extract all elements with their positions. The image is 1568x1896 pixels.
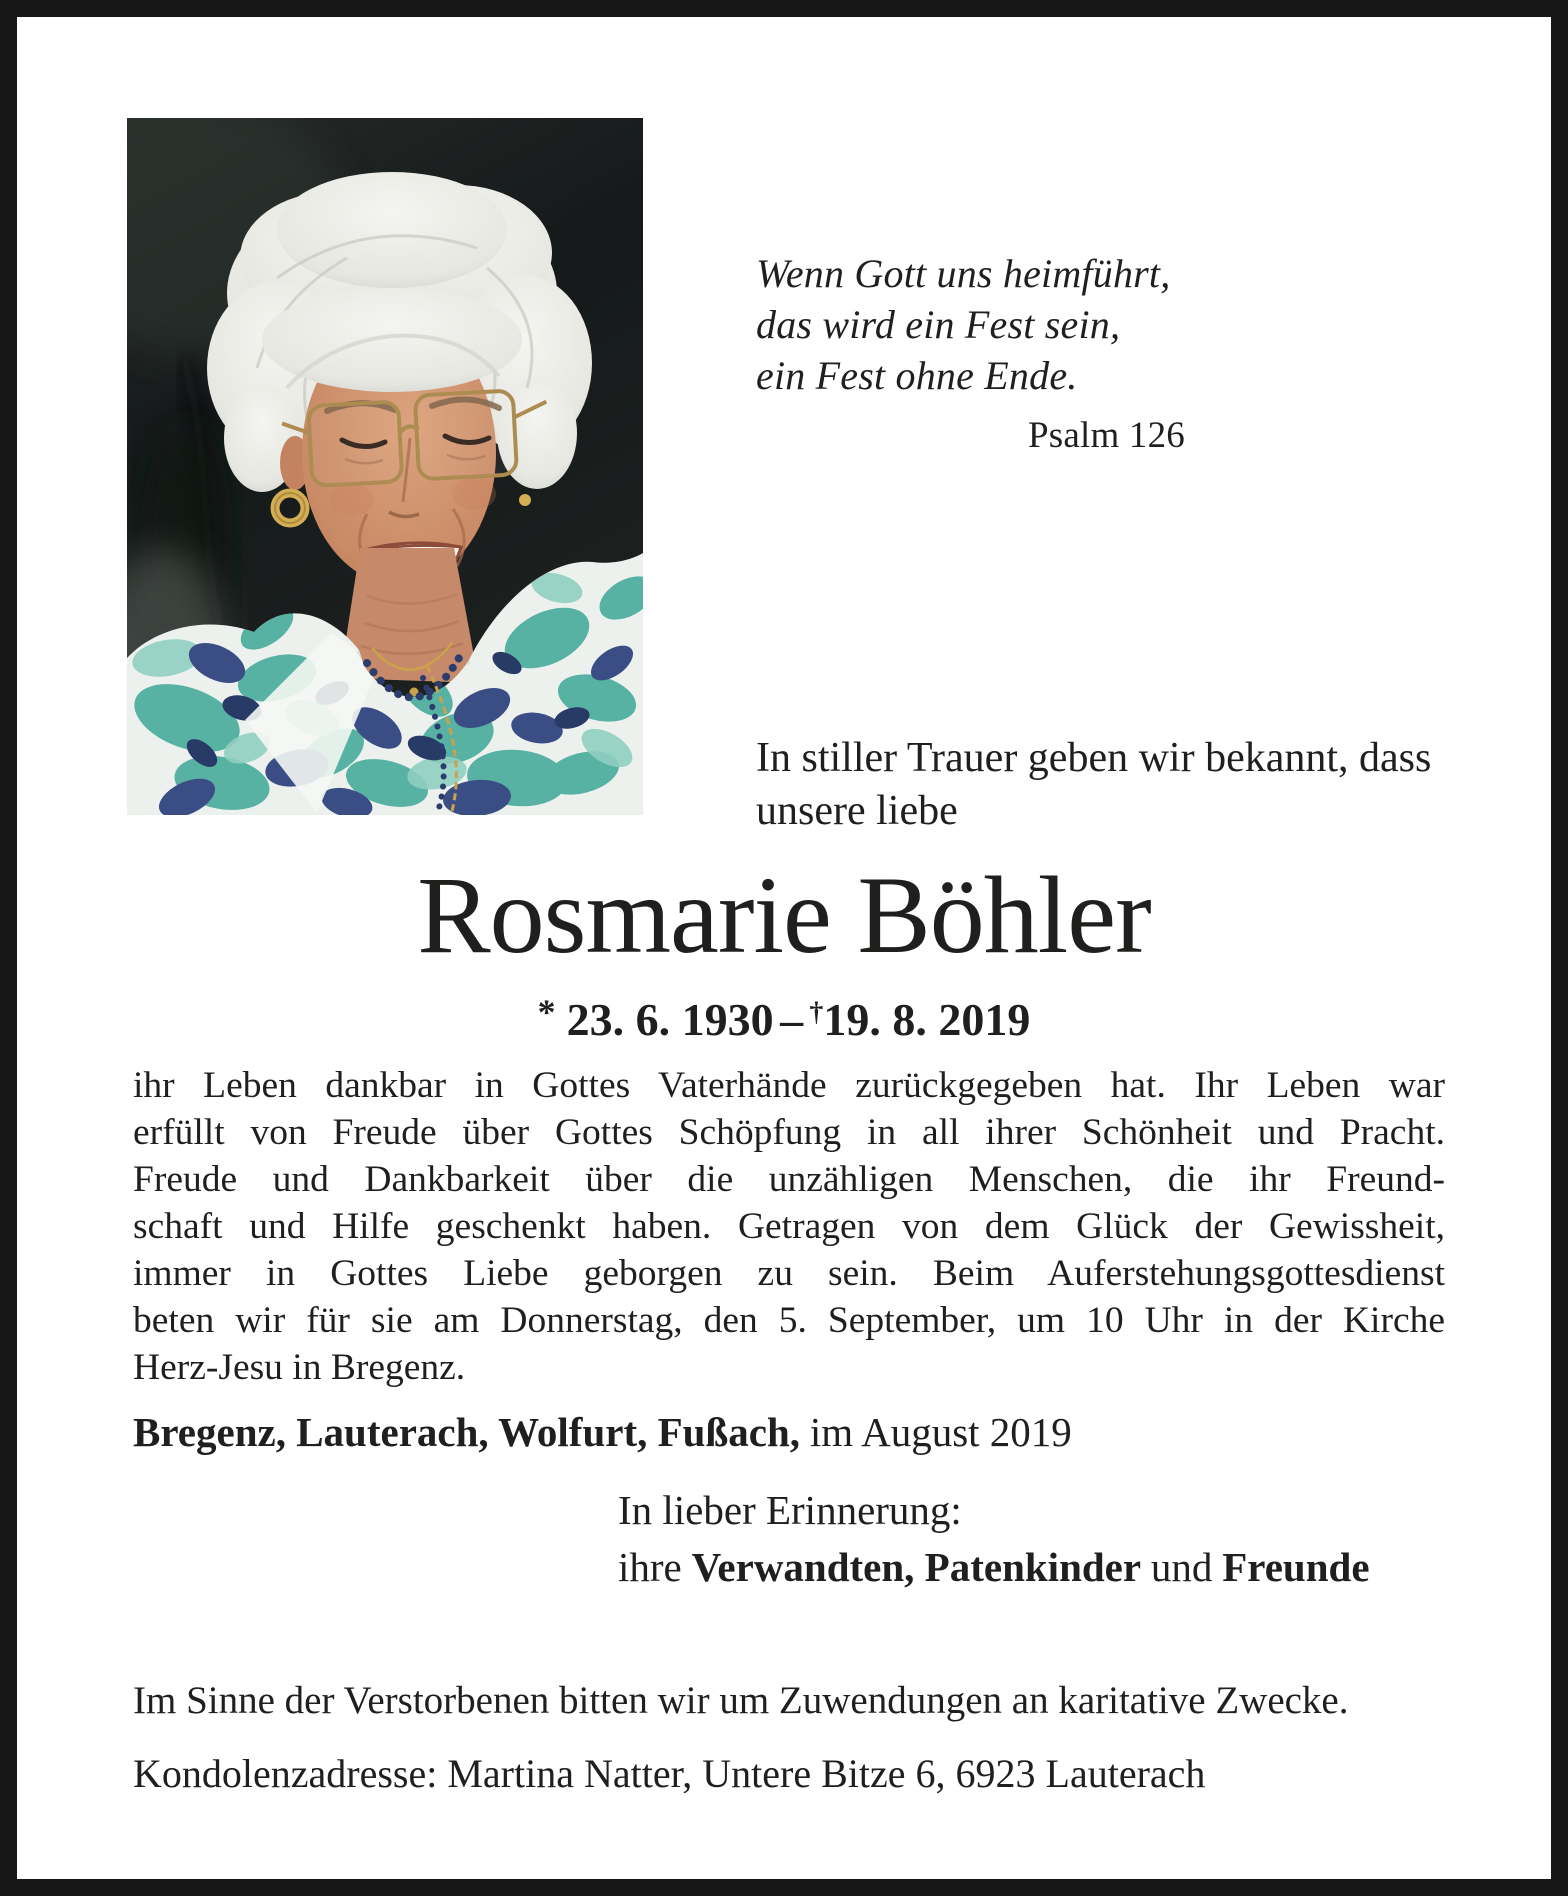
places-bold: Bregenz, Lauterach, Wolfurt, Fußach, — [133, 1409, 800, 1455]
deceased-portrait-photo — [127, 118, 643, 815]
quote-line: ein Fest ohne Ende. — [756, 353, 1078, 398]
mourners-group: Freunde — [1222, 1544, 1370, 1590]
announcement-line: unsere liebe — [756, 788, 958, 834]
announcement-text — [756, 732, 1431, 838]
quote-line: Wenn Gott uns heimführt, — [756, 251, 1171, 296]
places-date: im August 2019 — [809, 1409, 1072, 1455]
condolence-address: Kondolenzadresse: Martina Natter, Untere Bitze 6, 6923 Lauterach — [133, 1751, 1206, 1796]
paragraph-line: beten wir für sie am Donnerstag, den 5. September, um 10 Uhr in der Kirche — [133, 1300, 1445, 1341]
scripture-quote — [756, 248, 1185, 461]
death-cross-symbol: † — [809, 995, 824, 1027]
paragraph-line: immer in Gottes Liebe geborgen zu sein. Beim Auferstehungsgottesdienst — [133, 1253, 1445, 1294]
paragraph-line: erfüllt von Freude über Gottes Schöpfung in all ihrer Schönheit und Pracht. — [133, 1112, 1445, 1153]
places-line — [133, 1408, 1072, 1457]
memory-intro: In lieber Erinnerung: — [618, 1487, 962, 1533]
date-separator: – — [780, 993, 804, 1045]
mourners-conjunction: und — [1150, 1544, 1213, 1590]
mourners-prefix: ihre — [618, 1544, 682, 1590]
paragraph-line: schaft und Hilfe geschenkt haben. Getragen von dem Glück der Gewissheit, — [133, 1206, 1445, 1247]
life-dates — [17, 992, 1551, 1045]
deceased-name: Rosmarie Böhler — [417, 854, 1151, 976]
quote-attribution: Psalm 126 — [1028, 415, 1186, 456]
death-date: 19. 8. 2019 — [823, 993, 1031, 1045]
portrait-illustration — [127, 118, 643, 815]
mourners-block — [618, 1482, 1370, 1596]
donation-note: Im Sinne der Verstorbenen bitten wir um Zuwendungen an karitative Zwecke. — [133, 1679, 1349, 1722]
announcement-line: In stiller Trauer geben wir bekannt, dass — [756, 735, 1432, 781]
birth-star-symbol: * — [537, 992, 556, 1032]
quote-line: das wird ein Fest sein, — [756, 302, 1121, 347]
paragraph-line: ihr Leben dankbar in Gottes Vaterhände zurückgegeben hat. Ihr Leben war — [133, 1065, 1445, 1106]
mourners-line — [618, 1539, 1370, 1596]
obituary-paragraph — [133, 1062, 1445, 1391]
birth-date: 23. 6. 1930 — [566, 993, 774, 1045]
mourners-group: Verwandten, Patenkinder — [691, 1544, 1142, 1590]
paragraph-line: Freude und Dankbarkeit über die unzähligen Menschen, die ihr Freund- — [133, 1159, 1445, 1200]
paragraph-line: Herz-Jesu in Bregenz. — [133, 1347, 466, 1388]
